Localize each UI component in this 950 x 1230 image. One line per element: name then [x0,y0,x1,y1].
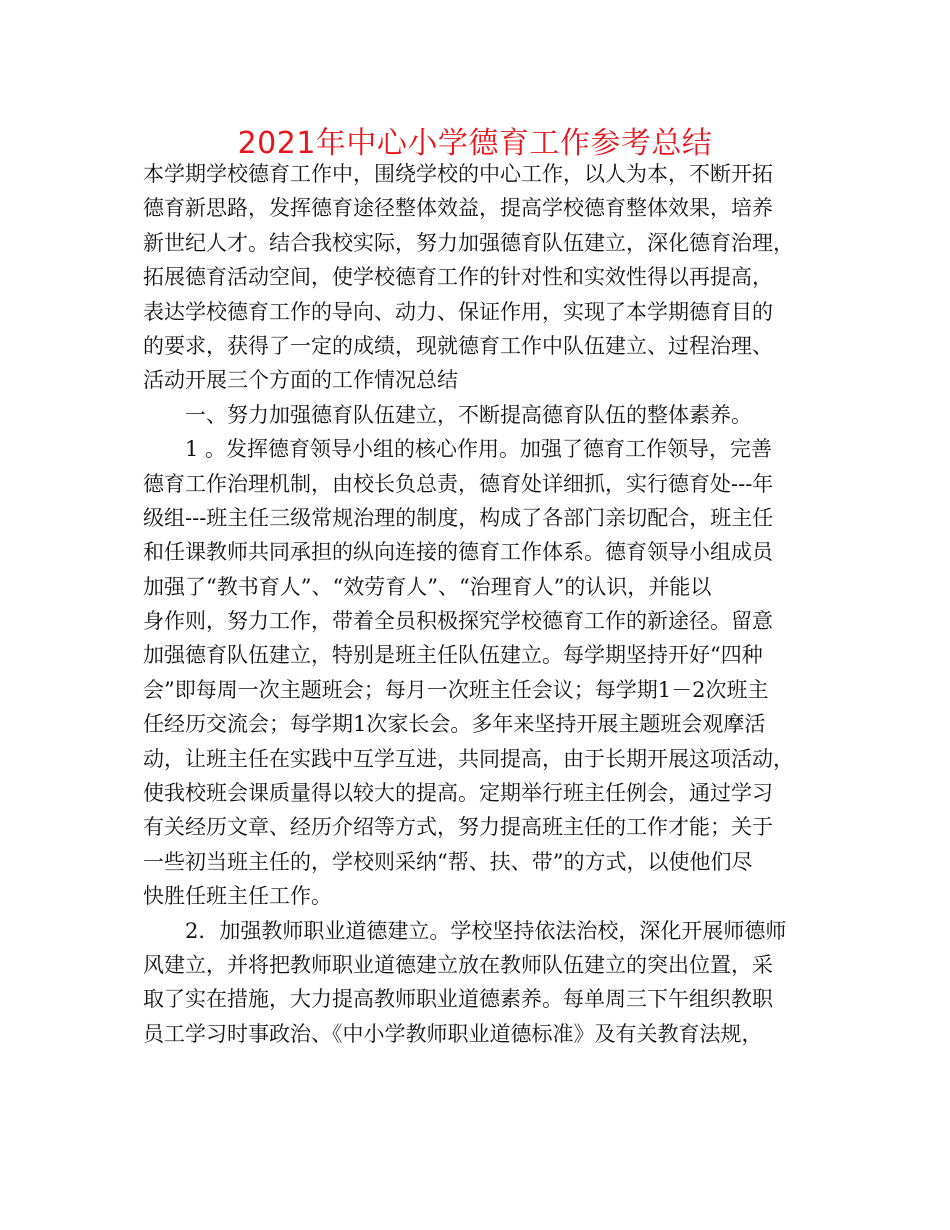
text-line: 活动开展三个方面的工作情况总结 [143,368,458,393]
text-line: 动，让班主任在实践中互学互进，共同提高，由于长期开展这项活动， [143,746,794,771]
paragraph-start-line: 1 。发挥德育领导小组的核心作用。加强了德育工作领导，完善 [185,437,773,462]
text-line: 员工学习时事政治、《中小学教师职业道德标准》及有关教育法规， [143,1021,763,1046]
text-line: 风建立，并将把教师职业道德建立放在教师队伍建立的突出位置，采 [143,952,773,977]
text-line: 拓展德育活动空间，使学校德育工作的针对性和实效性得以再提高， [143,265,773,290]
text-line: 的要求，获得了一定的成绩，现就德育工作中队伍建立、过程治理、 [143,333,773,358]
text-line: 德育工作治理机制，由校长负总责，德育处详细抓，实行德育处---年 [143,471,774,496]
text-line: 加强德育队伍建立，特别是班主任队伍建立。每学期坚持开好“四种 [143,643,763,668]
text-line: 本学期学校德育工作中，围绕学校的中心工作，以人为本，不断开拓 [143,162,773,186]
text-line: 身作则，努力工作，带着全员积极探究学校德育工作的新途径。留意 [143,609,773,634]
text-line: 有关经历文章、经历介绍等方式，努力提高班主任的工作才能；关于 [143,815,773,840]
text-line: 快胜任班主任工作。 [143,884,332,909]
text-line: 会”即每周一次主题班会；每月一次班主任会议；每学期1－2次班主 [143,677,769,702]
document-body [143,157,828,1051]
text-line: 级组---班主任三级常规治理的制度，构成了各部门亲切配合，班主任 [143,505,774,530]
document-title: 2021年中心小学德育工作参考总结 [237,126,713,161]
text-line: 取了实在措施，大力提高教师职业道德素养。每单周三下午组织教职 [143,987,773,1012]
text-line: 加强了“教书育人”、“效劳育人”、“治理育人”的认识，并能以 [143,574,712,599]
text-line: 任经历交流会；每学期1次家长会。多年来坚持开展主题班会观摩活 [143,712,766,737]
text-line: 使我校班会课质量得以较大的提高。定期举行班主任例会，通过学习 [143,781,773,806]
text-line: 表达学校德育工作的导向、动力、保证作用，实现了本学期德育目的 [143,299,773,324]
text-line: 一些初当班主任的，学校则采纳“帮、扶、带”的方式，以使他们尽 [143,849,753,874]
text-line: 新世纪人才。结合我校实际，努力加强德育队伍建立，深化德育治理， [143,230,794,255]
text-line: 德育新思路，发挥德育途径整体效益，提高学校德育整体效果，培养 [143,196,773,221]
text-line: 和任课教师共同承担的纵向连接的德育工作体系。德育领导小组成员 [143,540,773,565]
section-heading: 一、努力加强德育队伍建立，不断提高德育队伍的整体素养。 [185,402,752,427]
paragraph-start-line: 2．加强教师职业道德建立。学校坚持依法治校，深化开展师德师 [185,918,787,943]
